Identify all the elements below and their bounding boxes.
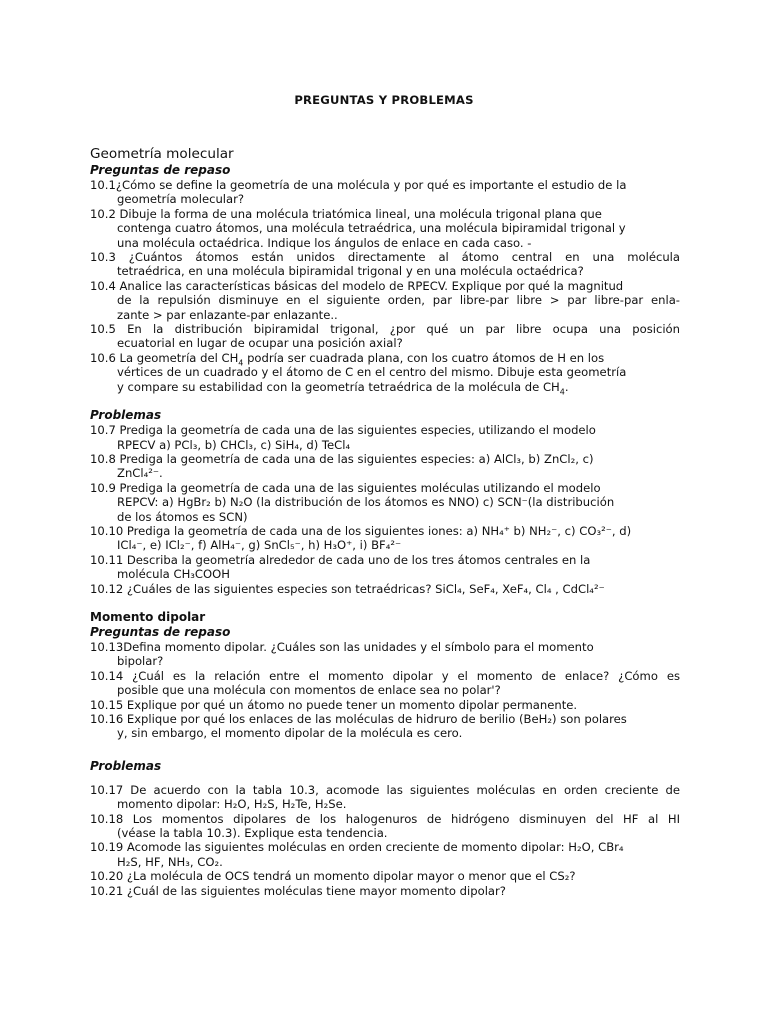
question-10-16: 10.16 Explique por qué los enlaces de las moléculas de hidruro de berilio (BeH₂) son polares y, sin embargo, el momento dipolar de la molécula es cero. [90,712,627,741]
problem-10-10: 10.10 Prediga la geometría de cada una de los siguientes iones: a) NH₄⁺ b) NH₂⁻, c) CO₃²⁻, d) ICl₄⁻, e) ICl₂⁻, f) AlH₄⁻, g) SnCl₅⁻, h) H₃O⁺, i) BF₄²⁻ [90,523,632,553]
question-10-2: 10.2 Dibuje la forma de una molécula triatómica lineal, una molécula trigonal plana que contenga cuatro átomos, una molécula tetraédrica, una molécula bipiramidal trigonal y una molécula octaédrica. Indique los ángulos de enlace en cada caso. - [90,206,626,250]
problem-10-11: 10.11 Describa la geometría alrededor de cada uno de los tres átomos centrales en la molécula CH₃COOH [90,552,591,582]
problem-10-12: 10.12 ¿Cuáles de las siguientes especies son tetraédricas? SiCl₄, SeF₄, XeF₄, Cl₄ , CdCl₄²⁻ [90,581,605,596]
problem-10-19: 10.19 Acomode las siguientes moléculas en orden creciente de momento dipolar: H₂O, CBr₄ H₂S, HF, NH₃, CO₂. [90,840,624,869]
question-10-5: 10.5 En la distribución bipiramidal trigonal, ¿por qué un par libre ocupa una posición ecuatorial en lugar de ocupar una posición axial? [90,322,680,351]
problem-10-18: 10.18 Los momentos dipolares de los halogenuros de hidrógeno disminuyen del HF al HI (véase la tabla 10.3). Explique esta tendencia. [90,811,680,841]
subheading-preguntas-repaso-1: Preguntas de repaso [90,163,231,177]
question-10-3: 10.3 ¿Cuántos átomos están unidos directamente al átomo central en una molécula tetraédrica, en una molécula bipiramidal trigonal y en una molécula octaédrica? [90,250,680,279]
problem-10-8: 10.8 Prediga la geometría de cada una de las siguientes especies: a) AlCl₃, b) ZnCl₂, c) ZnCl₄²⁻. [90,451,594,481]
problem-10-20: 10.20 ¿La molécula de OCS tendrá un momento dipolar mayor o menor que el CS₂? [90,869,576,884]
problem-10-17: 10.17 De acuerdo con la tabla 10.3, acomode las siguientes moléculas en orden creciente de momento dipolar: H₂O, H₂S, H₂Te, H₂Se. [90,782,680,812]
section-heading-momento-dipolar: Momento dipolar [90,609,206,624]
subheading-problemas-1: Problemas [90,408,162,423]
question-10-15: 10.15 Explique por qué un átomo no puede tener un momento dipolar permanente. [90,697,578,712]
question-10-4: 10.4 Analice las características básicas del modelo de RPECV. Explique por qué la magnitud de la repulsión disminuye en el siguiente orden, par libre-par libre > par libre-par enla- zante > par enlazante-par enlazante.. [90,278,680,322]
question-10-1: 10.1¿Cómo se define la geometría de una molécula y por qué es importante el estudio de la geometría molecular? [90,178,627,207]
problem-10-7: 10.7 Prediga la geometría de cada una de las siguientes especies, utilizando el modelo RPECV a) PCl₃, b) CHCl₃, c) SiH₄, d) TeCl₄ [90,423,596,452]
question-10-6: 10.6 La geometría del $CH_4$ podría ser cuadrada plana, con los cuatro átomos de H en los vértices de un cuadrado y el átomo de C en el centro del mismo. Dibuje esta geometría y compare su estabilidad con la geometría tetraédrica de la molécula de $CH_4$. [90,350,627,396]
subheading-problemas-2: Problemas [90,758,162,773]
problem-10-21: 10.21 ¿Cuál de las siguientes moléculas tiene mayor momento dipolar? [90,883,506,898]
document-body [90,146,680,898]
page-title: PREGUNTAS Y PROBLEMAS [294,93,474,107]
question-10-14: 10.14 ¿Cuál es la relación entre el momento dipolar y el momento de enlace? ¿Cómo es posible que una molécula con momentos de enlace sea no polar'? [90,668,680,698]
question-10-13: 10.13Defina momento dipolar. ¿Cuáles son las unidades y el símbolo para el momento bipolar? [90,639,594,669]
section-heading-geometria: Geometría molecular [90,146,234,162]
subheading-preguntas-repaso-2: Preguntas de repaso [90,624,231,639]
problem-10-9: 10.9 Prediga la geometría de cada una de las siguientes moléculas utilizando el modelo REPCV: a) HgBr₂ b) N₂O (la distribución de los átomos es NNO) c) SCN⁻(la distribución de los átomos es SCN) [90,480,615,524]
